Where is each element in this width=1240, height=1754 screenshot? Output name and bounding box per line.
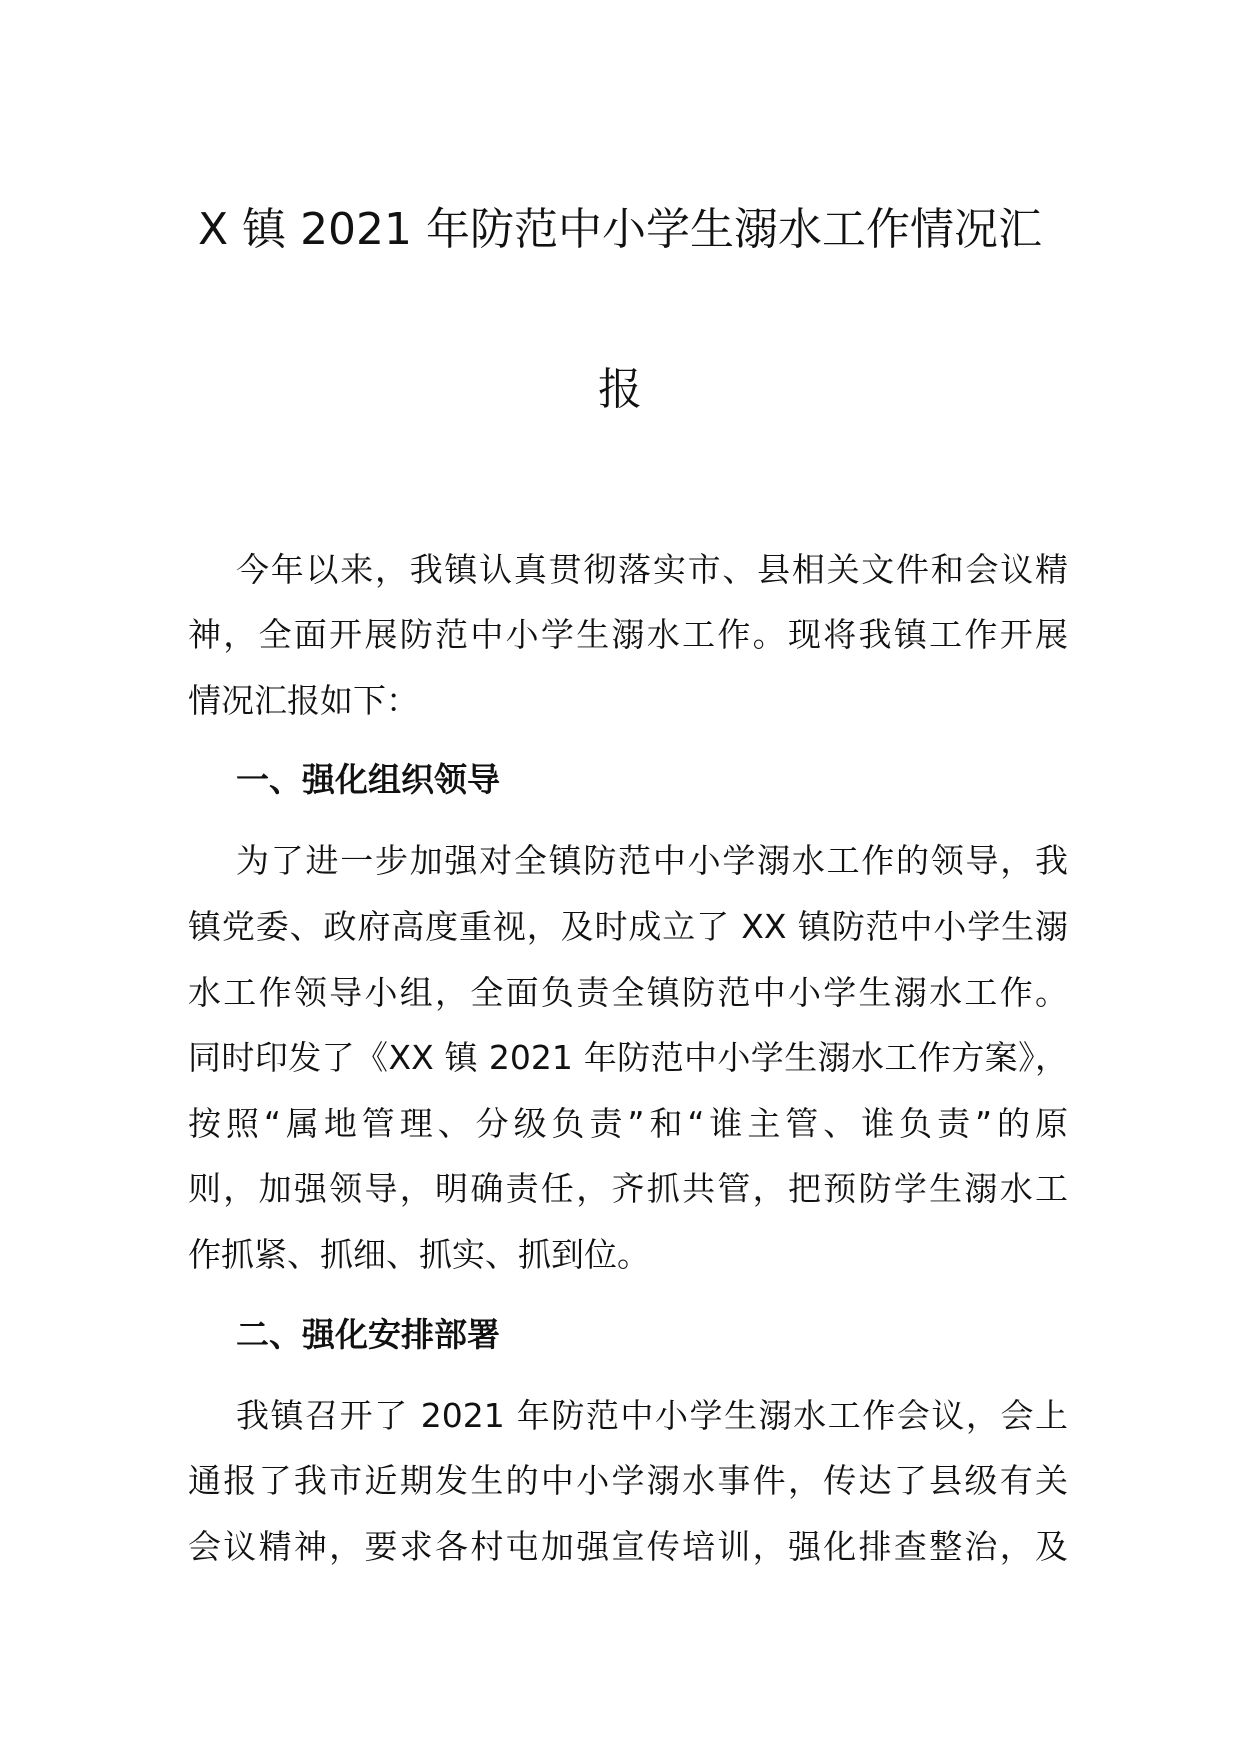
- section-1-line-6: 则，加强领导，明确责任，齐抓共管，把预防学生溺水工: [188, 1169, 1068, 1208]
- section-1-line-2: 镇党委、政府高度重视，及时成立了 XX 镇防范中小学生溺: [188, 907, 1068, 946]
- section-1-line-3: 水工作领导小组，全面负责全镇防范中小学生溺水工作。: [188, 973, 1068, 1012]
- section-2-line-1: 我镇召开了 2021 年防范中小学生溺水工作会议，会上: [236, 1396, 1068, 1435]
- section-1-heading: 一、强化组织领导: [236, 760, 500, 799]
- section-1-line-1: 为了进一步加强对全镇防范中小学溺水工作的领导，我: [236, 841, 1068, 880]
- section-2-line-2: 通报了我市近期发生的中小学溺水事件，传达了县级有关: [188, 1461, 1068, 1500]
- section-2-line-3: 会议精神，要求各村屯加强宣传培训，强化排查整治，及: [188, 1527, 1068, 1566]
- section-1-line-5: 按照“属地管理、分级负责”和“谁主管、谁负责”的原: [188, 1104, 1068, 1143]
- document-title-line-1: X 镇 2021 年防范中小学生溺水工作情况汇: [197, 204, 1043, 255]
- section-1-line-7: 作抓紧、抓细、抓实、抓到位。: [188, 1235, 650, 1274]
- intro-line-1: 今年以来，我镇认真贯彻落实市、县相关文件和会议精: [236, 550, 1068, 589]
- section-1-line-4: 同时印发了《XX 镇 2021 年防范中小学生溺水工作方案》，: [188, 1038, 1068, 1077]
- intro-line-2: 神，全面开展防范中小学生溺水工作。现将我镇工作开展: [188, 615, 1068, 654]
- document-title-line-2: 报: [598, 364, 642, 415]
- section-2-heading: 二、强化安排部署: [236, 1315, 500, 1354]
- intro-line-3: 情况汇报如下：: [188, 681, 419, 720]
